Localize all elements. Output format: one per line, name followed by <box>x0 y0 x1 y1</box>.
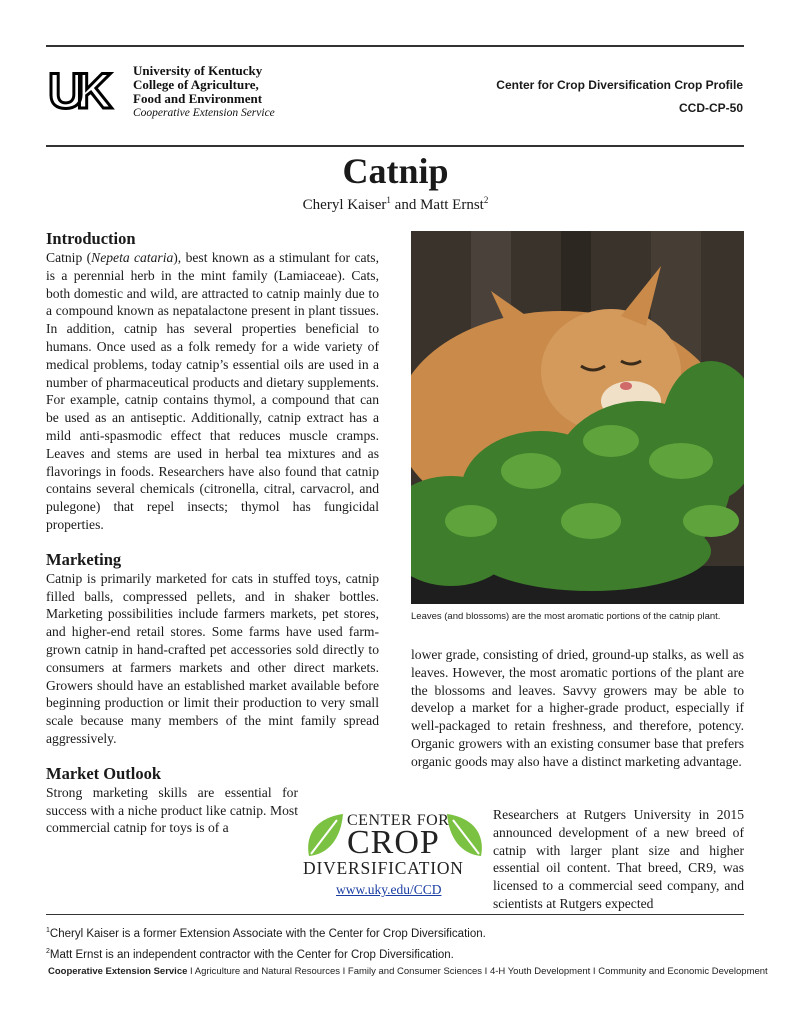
footnotes <box>46 922 486 964</box>
profile-series: Center for Crop Diversification Crop Profile <box>496 78 743 92</box>
uk-org-name: University of Kentucky College of Agriculture, Food and Environment Cooperative Extension Service <box>133 63 275 119</box>
intro-heading: Introduction <box>46 229 136 248</box>
marketing-paragraph: Catnip is primarily marketed for cats in stuffed toys, catnip filled balls, compressed pellets, and in shaker bottles. Marketing possibilities include farmers markets, pet stores, and higher-end retail stores. Some farms have used farm-grown catnip in hand-crafted pet accessories sold directly to consumers at farmers markets and other direct markets. Growers should have an established market available before beginning production or limit their production to very small scale because many members of the mint family spread aggressively. <box>46 570 379 746</box>
left-column <box>46 229 379 837</box>
uk-logo-mark: UK <box>48 63 105 119</box>
catnip-cat-photo <box>411 231 744 604</box>
right-column-lower <box>493 806 744 913</box>
ccd-url-link[interactable]: www.uky.edu/CCD <box>336 882 442 897</box>
ccd-line3: DIVERSIFICATION <box>303 858 464 878</box>
ccd-line1: CENTER FOR <box>347 812 450 829</box>
footnote-2: $^2$Matt Ernst is an independent contractor with the Center for Crop Diversification. <box>46 947 454 961</box>
right-paragraph-lower: Researchers at Rutgers University in 2015 announced development of a new breed of catnip with larger plant size and higher essential oil content. That breed, CR9, was licensed to a commercial seed company, and scientists at Rutgers expected <box>493 807 744 911</box>
footnote-rule <box>46 914 744 915</box>
photo-caption: Leaves (and blossoms) are the most aromatic portions of the catnip plant. <box>411 611 721 622</box>
header-rule <box>46 145 744 147</box>
author-1: Cheryl Kaiser <box>302 197 387 213</box>
top-rule <box>46 45 744 47</box>
bottom-program-bar <box>48 966 768 977</box>
right-leaf-icon <box>443 810 487 862</box>
author-2: Matt Ernst <box>420 197 484 213</box>
ccd-line2: CROP <box>347 824 440 861</box>
intro-paragraph: Catnip (Nepeta cataria), best known as a stimulant for cats, is a perennial herb in the mint family (Lamiaceae). Cats, both domestic and wild, are attracted to catnip mainly due to a compound known as nepatalactone present in plant tissues. In addition, catnip has several properties beneficial to humans. Once used as a folk remedy for a wide variety of medical problems, today catnip’s essential oils are used in a number of pharmaceutical products and dietary supplements. For example, catnip contains thymol, a compound that can be used as an antiseptic. Additionally, catnip extract has a mild anti-spasmodic effect that reduces muscle cramps. Leaves and stems are used in herbal tea mixtures and as flavorings in foods. Researchers have also found that catnip contains several chemicals (citronella, citral, carvacrol, and pulegone) that repel insects; thymol has fungicidal properties. <box>46 250 379 532</box>
page-title: Catnip <box>342 151 449 191</box>
left-leaf-icon <box>303 810 347 862</box>
outlook-heading: Market Outlook <box>46 763 162 783</box>
outlook-paragraph: Strong marketing skills are essential for success with a niche product like catnip. Most commercial catnip for toys is of a <box>46 784 298 836</box>
right-column <box>411 646 744 771</box>
authors: Cheryl Kaiser$^1$ and Matt Ernst$^2$ <box>302 195 489 213</box>
profile-label <box>496 74 743 120</box>
marketing-heading: Marketing <box>46 549 122 569</box>
bottom-items: I Agriculture and Natural Resources I Family and Consumer Sciences I 4-H Youth Development I Community and Economic Development <box>190 966 768 977</box>
profile-code: CCD-CP-50 <box>678 101 743 115</box>
bottom-lead: Cooperative Extension Service <box>48 966 188 977</box>
uk-logo <box>48 63 298 122</box>
ccd-logo <box>303 810 487 900</box>
footnote-1: $^1$Cheryl Kaiser is a former Extension Associate with the Center for Crop Diversification. <box>46 927 486 940</box>
right-paragraph: lower grade, consisting of dried, ground-up stalks, as well as leaves. However, the most aromatic portions of the plant are the blossoms and leaves. Savvy growers may be able to develop a market for a higher-grade product, especially if well-packaged to retain freshness, and therefore, potency. Organic growers with an existing consumer base that prefers organic goods may also have a distinct marketing advantage. <box>411 647 744 769</box>
